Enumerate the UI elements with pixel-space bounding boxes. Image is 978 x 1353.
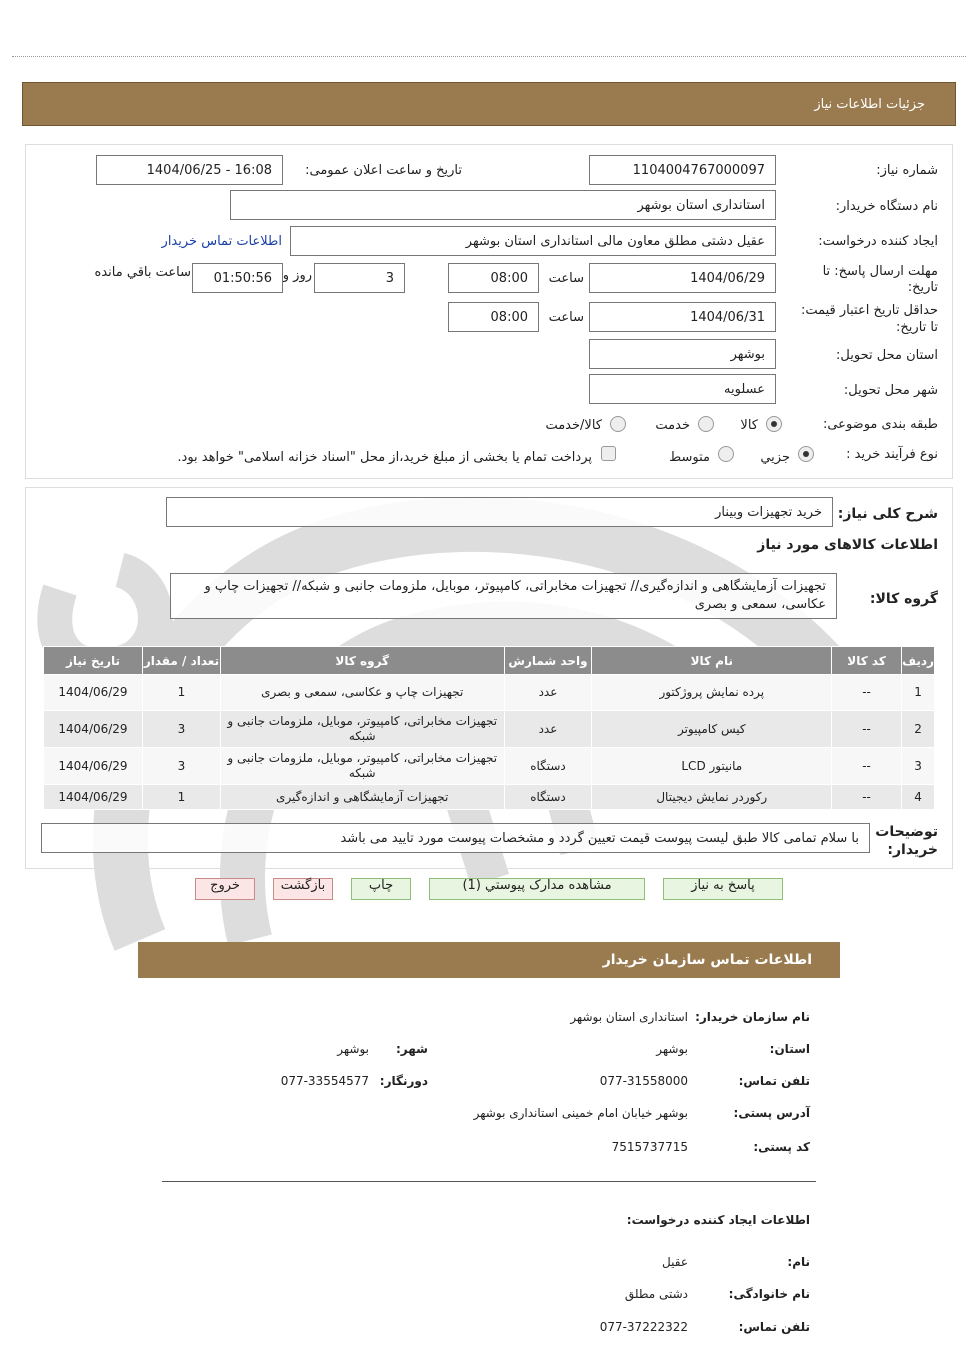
cell-need-date: 1404/06/29	[44, 785, 143, 810]
cell-row-number: 3	[902, 748, 935, 785]
cell-item-name: رکوردر نمایش دیجیتال	[592, 785, 832, 810]
cell-item-code: --	[832, 785, 902, 810]
table-row	[44, 711, 935, 748]
process-minor-label: جزیي	[760, 450, 790, 465]
category-service-radio[interactable]	[698, 416, 714, 432]
details-header	[22, 82, 956, 126]
cell-need-date: 1404/06/29	[44, 748, 143, 785]
deadline-label-line1: مهلت ارسال پاسخ: تا	[822, 264, 938, 279]
contact-fax-label: دورنگار:	[379, 1074, 428, 1088]
days-remaining-field: 3	[314, 263, 405, 293]
city-label: شهر محل تحویل:	[843, 383, 938, 398]
contact-address-value: بوشهر خیابان امام خمینی استانداری بوشهر	[473, 1106, 688, 1120]
creator-family-label: نام خانوادگی:	[728, 1287, 810, 1301]
need-number-label: شماره نیاز:	[876, 163, 938, 178]
cell-quantity: 3	[143, 748, 221, 785]
buyer-notes-label-line2: خریدار:	[887, 842, 938, 858]
category-goods-radio[interactable]	[766, 416, 782, 432]
need-number-field: 1104004767000097	[589, 155, 776, 185]
creator-name-label: نام:	[787, 1255, 810, 1269]
buyer-org-label: نام دستگاه خریدار:	[835, 199, 938, 214]
cell-unit: دستگاه	[504, 785, 592, 810]
province-field: بوشهر	[589, 339, 776, 369]
col-item-group[interactable]: گروه کالا	[220, 647, 504, 675]
contact-province-label: استان:	[769, 1042, 810, 1056]
validity-label-line1: حداقل تاریخ اعتبار قیمت:	[800, 303, 938, 318]
print-button[interactable]: چاپ	[351, 878, 411, 900]
time-remaining-field: 01:50:56	[192, 263, 283, 293]
cell-item-code: --	[832, 748, 902, 785]
cell-item-group: تجهیزات آزمایشگاهی و اندازه‌گیری	[220, 785, 504, 810]
contact-province-value: بوشهر	[656, 1042, 688, 1056]
days-label: روز و	[282, 268, 312, 283]
city-field: عسلویه	[589, 374, 776, 404]
goods-info-title: اطلاعات کالاهای مورد نیاز	[757, 537, 938, 553]
province-label: استان محل تحویل:	[836, 348, 938, 363]
deadline-time-label: ساعت	[548, 271, 584, 286]
top-divider	[12, 56, 966, 57]
cell-quantity: 1	[143, 785, 221, 810]
category-both-radio[interactable]	[610, 416, 626, 432]
process-label: نوع فرآیند خرید :	[846, 447, 938, 462]
cell-quantity: 3	[143, 711, 221, 748]
col-item-code[interactable]: کد کالا	[832, 647, 902, 675]
contact-org-label: نام سازمان خریدار:	[695, 1010, 810, 1024]
attachments-button[interactable]: مشاهده مدارک پیوستي (1)	[429, 878, 645, 900]
col-unit[interactable]: واحد شمارش	[504, 647, 592, 675]
cell-item-group: تجهیزات مخابراتی، کامپیوتر، موبایل، ملزومات جانبی و شبکه	[220, 711, 504, 748]
contact-address-label: آدرس پستی:	[733, 1106, 810, 1120]
time-remaining-label: ساعت باقي مانده	[94, 265, 191, 280]
cell-item-name: مانیتور LCD	[592, 748, 832, 785]
contact-postal-label: کد پستی:	[753, 1140, 810, 1154]
cell-item-group: تجهیزات چاپ و عکاسی، سمعی و بصری	[220, 675, 504, 711]
buyer-notes-field: با سلام تمامی کالا طبق لیست پیوست قیمت تعیین گردد و مشخصات پیوست مورد تایید می باشد	[41, 823, 870, 853]
cell-row-number: 1	[902, 675, 935, 711]
contact-header-title: اطلاعات تماس سازمان خریدار	[602, 952, 812, 968]
desc-field: خرید تجهیزات وبینار	[166, 497, 833, 527]
deadline-label-line2: تاریخ:	[907, 280, 938, 295]
treasury-payment-checkbox[interactable]	[601, 446, 616, 461]
table-row	[44, 748, 935, 785]
col-row-number[interactable]: ردیف	[902, 647, 935, 675]
creator-phone-label: تلفن تماس:	[738, 1320, 810, 1334]
process-medium-label: متوسط	[669, 450, 710, 465]
contact-phone-value: 077-31558000	[599, 1074, 688, 1088]
category-both-label: کالا/خدمت	[545, 418, 602, 433]
process-medium-radio[interactable]	[718, 446, 734, 462]
category-label: طبقه بندی موضوعی:	[822, 417, 938, 432]
contact-phone-label: تلفن تماس:	[738, 1074, 810, 1088]
validity-label-line2: تا تاریخ:	[896, 320, 938, 335]
desc-label: شرح کلی نیاز:	[837, 506, 938, 522]
creator-field: عقیل دشتی مطلق معاون مالی استانداری استان بوشهر	[290, 226, 776, 256]
table-row	[44, 675, 935, 711]
buyer-org-field: استانداری استان بوشهر	[230, 190, 776, 220]
creator-phone-value: 077-37222322	[599, 1320, 688, 1334]
contact-divider	[162, 1181, 816, 1182]
creator-family-value: دشتی مطلق	[624, 1287, 688, 1301]
contact-postal-value: 7515737715	[611, 1140, 688, 1154]
validity-time-field: 08:00	[448, 302, 539, 332]
validity-time-label: ساعت	[548, 310, 584, 325]
cell-item-group: تجهیزات مخابراتی، کامپیوتر، موبایل، ملزومات جانبی و شبکه	[220, 748, 504, 785]
validity-date-field: 1404/06/31	[589, 302, 776, 332]
table-row	[44, 785, 935, 810]
deadline-date-field: 1404/06/29	[589, 263, 776, 293]
cell-item-code: --	[832, 711, 902, 748]
cell-need-date: 1404/06/29	[44, 675, 143, 711]
category-service-label: خدمت	[655, 418, 690, 433]
cell-row-number: 4	[902, 785, 935, 810]
exit-button[interactable]: خروج	[195, 878, 255, 900]
cell-unit: عدد	[504, 675, 592, 711]
contact-city-value: بوشهر	[337, 1042, 369, 1056]
cell-item-name: پرده نمایش پروژکتور	[592, 675, 832, 711]
back-button[interactable]: بازگشت	[273, 878, 333, 900]
contact-org-value: استانداری استان بوشهر	[570, 1010, 688, 1024]
cell-row-number: 2	[902, 711, 935, 748]
goods-table-header	[44, 647, 935, 675]
announce-label: تاریخ و ساعت اعلان عمومی:	[305, 163, 462, 178]
buyer-notes-label-line1: توضیحات	[875, 824, 938, 840]
contact-header	[138, 942, 840, 978]
deadline-time-field: 08:00	[448, 263, 539, 293]
cell-need-date: 1404/06/29	[44, 711, 143, 748]
process-minor-radio[interactable]	[798, 446, 814, 462]
cell-item-code: --	[832, 675, 902, 711]
col-need-date[interactable]: تاریخ نیاز	[44, 647, 143, 675]
col-quantity[interactable]: تعداد / مقدار	[143, 647, 221, 675]
cell-unit: دستگاه	[504, 748, 592, 785]
treasury-payment-label: پرداخت تمام یا بخشی از مبلغ خرید،از محل "اسناد خزانه اسلامی" خواهد بود.	[177, 450, 592, 465]
details-header-title: جزئیات اطلاعات نیاز	[814, 97, 925, 112]
cell-item-name: کیس کامپیوتر	[592, 711, 832, 748]
category-goods-label: کالا	[740, 418, 758, 433]
group-label: گروه کالا:	[869, 591, 938, 607]
contact-fax-value: 077-33554577	[280, 1074, 369, 1088]
cell-quantity: 1	[143, 675, 221, 711]
group-field: تجهیزات آزمایشگاهی و اندازه‌گیری// تجهیزات مخابراتی، کامپیوتر، موبایل، ملزومات جانبی و شبکه// تجهیزات چاپ و عکاسی، سمعی و بصری	[170, 573, 837, 619]
creator-info-title: اطلاعات ایجاد کننده درخواست:	[626, 1213, 810, 1227]
col-item-name[interactable]: نام کالا	[592, 647, 832, 675]
cell-unit: عدد	[504, 711, 592, 748]
goods-table	[43, 646, 935, 810]
creator-label: ایجاد کننده درخواست:	[818, 234, 938, 249]
announce-datetime-field: 1404/06/25 - 16:08	[96, 155, 283, 185]
contact-city-label: شهر:	[396, 1042, 428, 1056]
buyer-contact-link[interactable]: اطلاعات تماس خریدار	[161, 234, 282, 249]
reply-button[interactable]: پاسخ به نیاز	[663, 878, 783, 900]
creator-name-value: عقیل	[662, 1255, 688, 1269]
